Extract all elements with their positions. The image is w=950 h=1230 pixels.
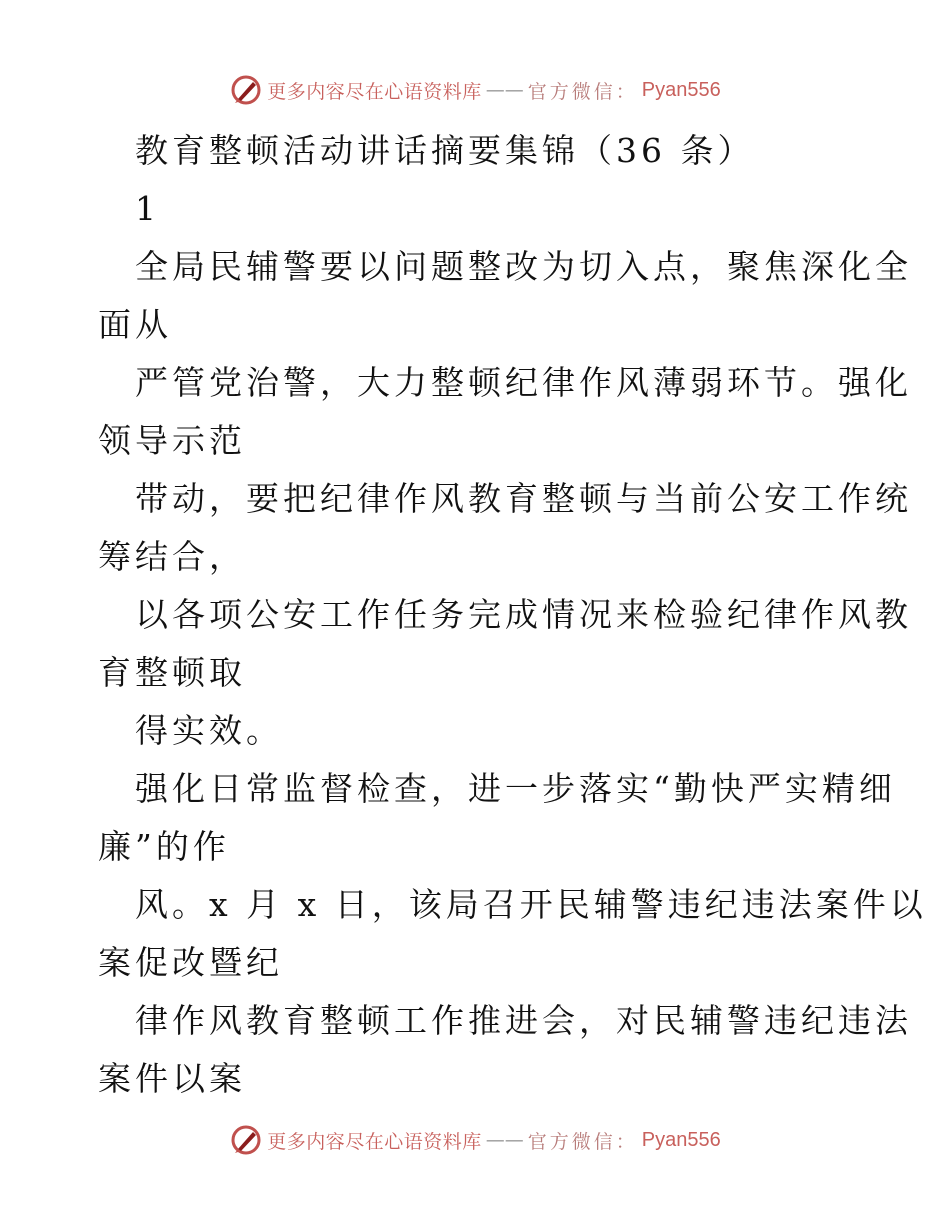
paragraph-line: 全局民辅警要以问题整改为切入点，聚焦深化全 <box>135 247 912 286</box>
watermark-account: Pyan556 <box>641 78 721 101</box>
paragraph-line: 以各项公安工作任务完成情况来检验纪律作风教 <box>135 595 912 634</box>
paragraph-line: 领导示范 <box>98 421 246 460</box>
paragraph-line: 面从 <box>98 305 172 344</box>
paragraph-line: 廉”的作 <box>98 827 230 866</box>
paragraph-line: 带动，要把纪律作风教育整顿与当前公安工作统 <box>135 479 912 518</box>
paragraph-line: 育整顿取 <box>98 653 246 692</box>
item-number: 1 <box>135 189 160 228</box>
paragraph-line: 严管党治警，大力整顿纪律作风薄弱环节。强化 <box>135 363 912 402</box>
header-watermark <box>0 70 950 110</box>
watermark-site-text: 更多内容尽在心语资料库 <box>267 80 482 103</box>
paragraph-line: 案件以案 <box>98 1059 246 1098</box>
watermark-label: 官方微信： <box>527 80 638 103</box>
paragraph-line: 案促改暨纪 <box>98 943 283 982</box>
watermark-account: Pyan556 <box>641 1128 721 1151</box>
watermark-label: 官方微信： <box>527 1130 638 1153</box>
paragraph-line: 筹结合， <box>98 537 246 576</box>
footer-watermark <box>0 1120 950 1160</box>
watermark-separator: —— <box>485 1129 524 1151</box>
pen-logo-icon <box>229 1123 263 1157</box>
doc-title: 教育整顿活动讲话摘要集锦（36 条） <box>135 131 755 170</box>
watermark-separator: —— <box>485 79 524 101</box>
pen-logo-icon <box>229 73 263 107</box>
document-body <box>98 122 927 1108</box>
paragraph-line: 强化日常监督检查，进一步落实“勤快严实精细 <box>135 769 896 808</box>
paragraph-line: 得实效。 <box>135 711 283 750</box>
paragraph-line: 律作风教育整顿工作推进会，对民辅警违纪违法 <box>135 1001 912 1040</box>
watermark-site-text: 更多内容尽在心语资料库 <box>267 1130 482 1153</box>
paragraph-line: 风。x 月 x 日，该局召开民辅警违纪违法案件以 <box>135 885 927 924</box>
